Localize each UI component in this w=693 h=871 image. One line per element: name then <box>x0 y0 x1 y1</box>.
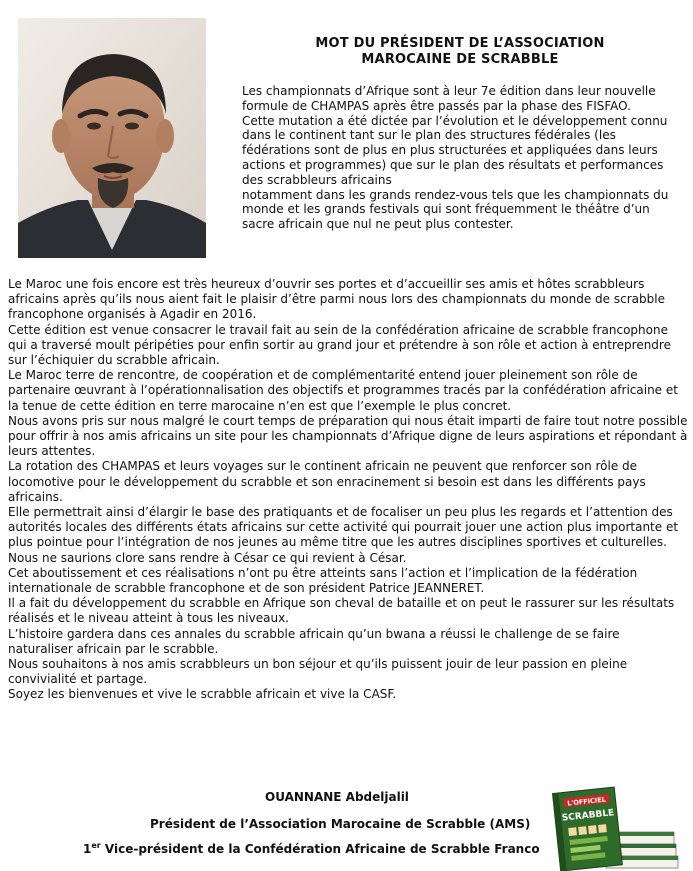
signature-role-casf <box>83 841 540 856</box>
body-paragraph: Elle permettrait ainsi d’élargir le base des pratiquants et de focaliser un peu plus les regards et l’attention des autorités locales des différents états africains sur cette activité qui pourrait jouer une action plus importante et plus pointue pour l’intégration de nos jeunes au même titre que les autres disciplines sportives et culturelles. <box>8 505 679 550</box>
body-paragraph: Le Maroc terre de rencontre, de coopération et de complémentarité entend jouer pleinement son rôle de partenaire œuvrant à l’opérationnalisation des objectifs et programmes tracés par la confédération africaine et la tenue de cette édition en terre marocaine n’en est que l’exemple le plus concret. <box>8 368 678 413</box>
body-paragraph: Nous souhaitons à nos amis scrabbleurs un bon séjour et qu’ils puissent jouir de leur passion en pleine convivialité et partage. <box>8 657 628 687</box>
body-paragraph: L’histoire gardera dans ces annales du scrabble africain qu’un bwana a réussi le challenge de se faire naturaliser africain par le scrabble. <box>8 626 620 656</box>
body-paragraph: Nous avons pris sur nous malgré le court temps de préparation qui nous était imparti de faire tout notre possible pour offrir à nos amis africains un site pour les championnats d’Afrique digne de leurs aspirations et répondant à leurs attentes. <box>8 413 688 459</box>
body-paragraph: Cet aboutissement et ces réalisations n’ont pu être atteints sans l’action et l’implication de la fédération internationale de scrabble francophone et de son président Patrice JEANNERET. <box>8 565 638 596</box>
intro-paragraph: notamment dans les grands rendez-vous tels que les championnats du monde et les grands festivals qui sont fréquemment le théâtre d’un sacre africain que nul ne peut plus contester. <box>242 187 669 232</box>
body-text <box>8 277 688 703</box>
intro-text <box>242 84 680 266</box>
role-text: Vice-président de la Confédération Africaine de Scrabble Franco <box>100 842 540 856</box>
title-line-2: MAROCAINE DE SCRABBLE <box>361 52 559 67</box>
book-title: SCRABBLE <box>561 808 615 824</box>
president-portrait <box>18 18 206 258</box>
book-brand: L'OFFICIEL <box>566 795 607 808</box>
body-paragraph: Soyez les bienvenues et vive le scrabble africain et vive la CASF. <box>8 687 397 702</box>
body-paragraph: Il a fait du développement du scrabble en Afrique son cheval de bataille et on peut le rassurer sur les résultats réalisés et le niveau atteint à tous les niveaux. <box>8 596 675 626</box>
role-ordinal: 1 <box>83 842 92 856</box>
body-paragraph: La rotation des CHAMPAS et leurs voyages sur le continent africain ne peuvent que renforcer son rôle de locomotive pour le développement du scrabble et son enracinement si besoin est dans les différents pays africains. <box>8 459 646 504</box>
intro-paragraph: Les championnats d’Afrique sont à leur 7e édition dans leur nouvelle formule de CHAMPAS après être passés par la phase des FISFAO. <box>242 84 656 113</box>
signature-name: OUANNANE Abdeljalil <box>265 790 409 804</box>
body-paragraph: Cette édition est venue consacrer le travail fait au sein de la confédération africaine de scrabble francophone qui a traversé moult péripéties pour enfin sortir au grand jour et prétendre à son rôle et action à entreprendre sur l’échiquier du scrabble africain. <box>8 322 671 368</box>
scrabble-book-image <box>548 780 683 871</box>
body-paragraph: Nous ne saurions clore sans rendre à César ce qui revient à César. <box>8 550 407 565</box>
role-ordinal-suffix: er <box>91 841 101 850</box>
signature-role-ams: Président de l’Association Marocaine de Scrabble (AMS) <box>150 817 531 831</box>
title-line-1: MOT DU PRÉSIDENT DE L’ASSOCIATION <box>315 36 605 51</box>
page-title <box>250 36 670 68</box>
intro-paragraph: Cette mutation a été dictée par l’évolution et le développement connu dans le continent tant sur le plan des structures fédérales (les fédérations sont de plus en plus structurées et appliquées dans leurs actions et programmes) que sur le plan des résultats et performances des scrabbleurs africains <box>242 113 668 187</box>
body-paragraph: Le Maroc une fois encore est très heureux d’ouvrir ses portes et d’accueillir ses amis et hôtes scrabbleurs africains après qu’ils nous aient fait le plaisir d’être parmi nous lors des championnats du monde de scrabble francophone organisés à Agadir en 2016. <box>8 277 665 322</box>
